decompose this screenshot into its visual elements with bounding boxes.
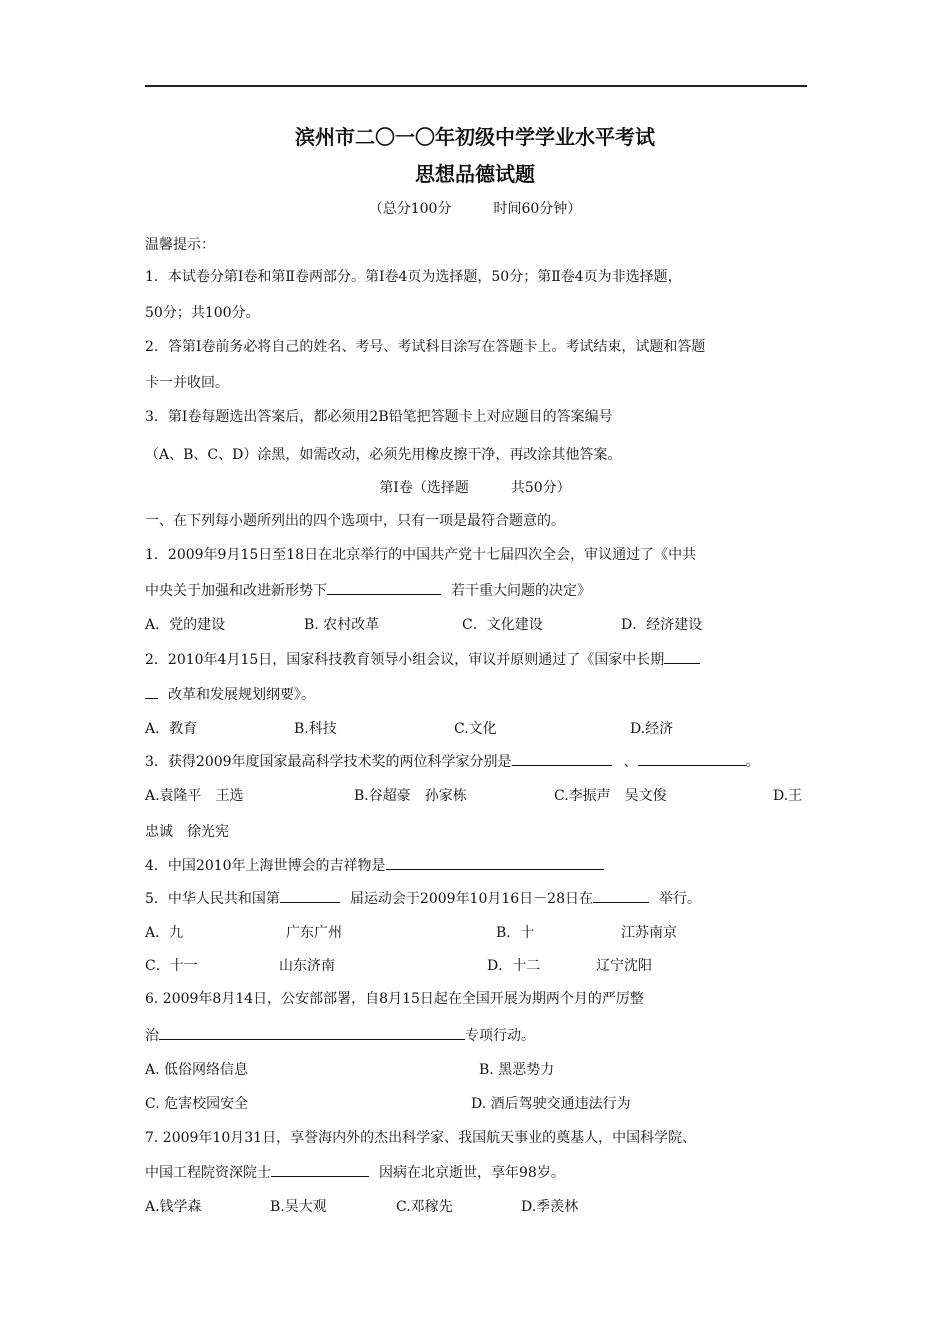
- tips-line: 50分；共100分。: [145, 305, 260, 321]
- tips-line: 1．本试卷分第Ⅰ卷和第Ⅱ卷两部分。第Ⅰ卷4页为选择题，50分；第Ⅱ卷4页为非选择题，: [145, 269, 682, 285]
- q6-option-c: C. 危害校园安全: [145, 1096, 249, 1112]
- q2-text-b: 改革和发展规划纲要》。: [168, 687, 315, 703]
- tips-line: 卡一并收回。: [145, 375, 229, 391]
- q4-stem: [145, 857, 604, 875]
- q2-stem: [145, 651, 700, 669]
- q2-option-a: A．教育: [145, 721, 198, 737]
- answer-blank: [593, 890, 649, 903]
- q1-stem-line2: [145, 582, 591, 600]
- q7-option-b: B.吴大观: [270, 1199, 327, 1215]
- exam-subject: 思想品德试题: [415, 162, 535, 186]
- section-instruction: 一、在下列每小题所列出的四个选项中，只有一项是最符合题意的。: [145, 513, 565, 529]
- q3-sep: 、: [623, 754, 638, 770]
- tips-line: 3．第Ⅰ卷每题选出答案后，都必须用2B铅笔把答题卡上对应题目的答案编号: [145, 409, 613, 425]
- q5-option-b: B．十: [496, 925, 535, 941]
- q3-end: 。: [745, 754, 760, 770]
- q5-option-c: C．十一: [145, 958, 198, 974]
- q7-text-b: 因病在北京逝世，享年98岁。: [379, 1165, 565, 1181]
- q1-option-c: C．文化建设: [462, 617, 543, 633]
- q3-stem: [145, 753, 760, 771]
- q5-option-b-place: 江苏南京: [621, 925, 677, 941]
- q5-option-c-place: 山东济南: [279, 958, 335, 974]
- q7-option-a: A.钱学森: [145, 1199, 202, 1215]
- q4-text: 4．中国2010年上海世博会的吉祥物是: [145, 858, 386, 874]
- q1-option-a: A．党的建设: [145, 617, 226, 633]
- answer-blank: [638, 753, 746, 766]
- q7-option-c: C.邓稼先: [396, 1199, 453, 1215]
- q1-option-b: B. 农村改革: [304, 617, 380, 633]
- answer-blank: [271, 1164, 369, 1177]
- q5-stem: [145, 890, 701, 908]
- q6-text-b: 专项行动。: [465, 1028, 535, 1044]
- q3-option-d-wrap: 忠诚 徐光宪: [145, 824, 229, 840]
- q6-option-b: B. 黑恶势力: [479, 1062, 555, 1078]
- q1-stem: 1．2009年9月15日至18日在北京举行的中国共产党十七届四次全会，审议通过了《中共: [145, 547, 697, 563]
- q5-option-d-place: 辽宁沈阳: [596, 958, 652, 974]
- q5-option-a: A．九: [145, 925, 184, 941]
- q7-option-d: D.季羡林: [521, 1199, 579, 1215]
- top-rule: [145, 85, 807, 87]
- q5-text-c: 举行。: [659, 891, 701, 907]
- q6-option-a: A. 低俗网络信息: [145, 1062, 249, 1078]
- tips-line: （A、B、C、D）涂黑，如需改动，必须先用橡皮擦干净，再改涂其他答案。: [145, 447, 622, 463]
- answer-blank: [280, 890, 340, 903]
- q2-option-b: B.科技: [294, 721, 337, 737]
- q6-option-d: D. 酒后驾驶交通违法行为: [471, 1096, 631, 1112]
- q7-stem: 7. 2009年10月31日，享誉海内外的杰出科学家、我国航天事业的奠基人，中国科学院、: [145, 1130, 697, 1146]
- tips-heading: 温馨提示：: [145, 237, 215, 253]
- exam-title: 滨州市二〇一〇年初级中学学业水平考试: [295, 125, 655, 149]
- q1-option-d: D．经济建设: [621, 617, 703, 633]
- section-heading: 第Ⅰ卷（选择题 共50分）: [379, 480, 571, 496]
- q5-option-d: D．十二: [487, 958, 541, 974]
- q3-option-b: B.谷超豪 孙家栋: [354, 788, 467, 804]
- q2-text: 2．2010年4月15日，国家科技教育领导小组会议，审议并原则通过了《国家中长期: [145, 652, 665, 668]
- answer-blank: [145, 686, 158, 699]
- q5-text-a: 5．中华人民共和国第: [145, 891, 280, 907]
- answer-blank: [327, 582, 441, 595]
- q2-stem-line2: [145, 686, 315, 704]
- q1-text-b: 若干重大问题的决定》: [451, 583, 591, 599]
- q3-text: 3．获得2009年度国家最高科学技术奖的两位科学家分别是: [145, 754, 512, 770]
- q3-option-c: C.李振声 吴文俊: [554, 788, 667, 804]
- q2-option-c: C.文化: [454, 721, 497, 737]
- q7-stem-line2: [145, 1164, 565, 1182]
- q7-text-a: 中国工程院资深院士: [145, 1165, 271, 1181]
- q6-text-a: 治: [145, 1028, 159, 1044]
- answer-blank: [512, 753, 612, 766]
- tips-line: 2．答第Ⅰ卷前务必将自己的姓名、考号、考试科目涂写在答题卡上。考试结束，试题和答题: [145, 339, 706, 355]
- answer-blank: [159, 1027, 465, 1040]
- q1-text-a: 中央关于加强和改进新形势下: [145, 583, 327, 599]
- q5-option-a-place: 广东广州: [286, 925, 342, 941]
- q6-stem-line2: [145, 1027, 535, 1045]
- q5-text-b: 届运动会于2009年10月16日－28日在: [349, 891, 593, 907]
- q2-option-d: D.经济: [630, 721, 674, 737]
- answer-blank: [664, 651, 700, 664]
- q3-option-a: A.袁隆平 王选: [145, 788, 244, 804]
- answer-blank: [386, 857, 604, 870]
- exam-meta: （总分100分 时间60分钟）: [368, 201, 582, 217]
- q3-option-d: D.王: [773, 788, 803, 804]
- q6-stem: 6. 2009年8月14日，公安部部署，自8月15日起在全国开展为期两个月的严厉整: [145, 991, 644, 1007]
